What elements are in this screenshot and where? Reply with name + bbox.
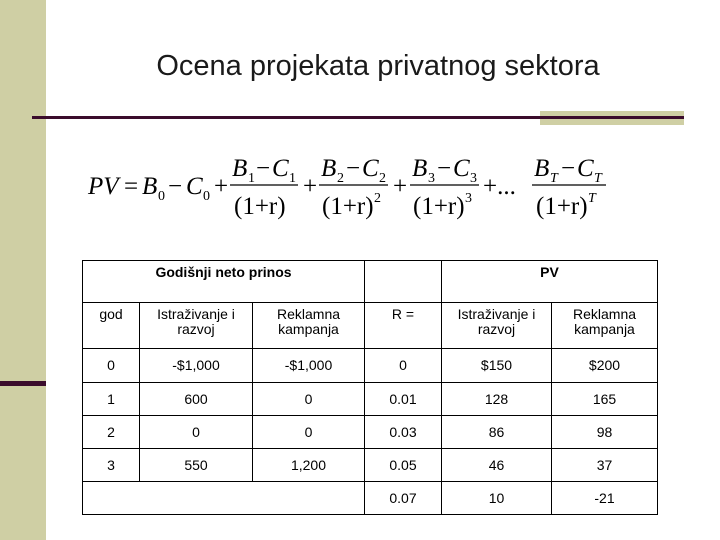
- svg-text:C: C: [362, 155, 379, 182]
- formula-c0-sub: 0: [203, 189, 210, 204]
- group-header-annual-net-return: Godišnji neto prinos: [83, 261, 365, 303]
- svg-text:−: −: [561, 155, 576, 182]
- svg-text:B: B: [534, 155, 550, 182]
- title-rule: [32, 116, 542, 119]
- formula-plus-2: +: [303, 173, 318, 200]
- svg-text:B: B: [412, 155, 428, 182]
- svg-text:C: C: [577, 155, 594, 182]
- formula-term-2: [319, 155, 388, 220]
- table-cell: $200: [552, 349, 658, 383]
- svg-text:C: C: [272, 155, 289, 182]
- pv-formula: [84, 148, 624, 233]
- table-cell: 0.03: [365, 416, 442, 449]
- column-header: Istraživanje i razvoj: [442, 303, 552, 349]
- table-cell-empty: [83, 482, 365, 515]
- svg-text:B: B: [232, 155, 248, 182]
- table-cell: 2: [83, 416, 140, 449]
- table-cell: 600: [140, 383, 253, 416]
- table-cell: 0: [365, 349, 442, 383]
- svg-text:(1+r): (1+r): [536, 193, 588, 220]
- svg-text:(1+r): (1+r): [413, 193, 465, 220]
- side-accent-tick: [0, 381, 46, 386]
- table-cell: 46: [442, 449, 552, 482]
- table-cell: 98: [552, 416, 658, 449]
- formula-minus: −: [168, 173, 183, 200]
- formula-term-3: [410, 155, 479, 220]
- group-header-pv: PV: [442, 261, 658, 303]
- svg-text:C: C: [453, 155, 470, 182]
- pv-table: [82, 260, 658, 515]
- svg-text:T: T: [550, 171, 558, 186]
- table-row: [83, 383, 658, 416]
- formula-plus-3: +: [393, 173, 408, 200]
- svg-text:T: T: [588, 191, 596, 206]
- svg-text:1: 1: [248, 171, 255, 186]
- formula-b0: B: [142, 173, 158, 200]
- formula-c0: C: [186, 173, 203, 200]
- formula-lhs: PV: [88, 173, 119, 200]
- column-header: Reklamna kampanja: [253, 303, 365, 349]
- column-header: god: [83, 303, 140, 349]
- formula-ellipsis: +...: [483, 173, 516, 200]
- table-cell: 3: [83, 449, 140, 482]
- table-cell: 1,200: [253, 449, 365, 482]
- formula-term-t: [532, 155, 606, 220]
- svg-text:(1+r): (1+r): [322, 193, 374, 220]
- svg-text:T: T: [594, 171, 602, 186]
- table-cell: -21: [552, 482, 658, 515]
- table-cell: -$1,000: [253, 349, 365, 383]
- formula-b0-sub: 0: [158, 189, 165, 204]
- title-rule-right: [540, 116, 684, 119]
- table-cell: 0: [83, 349, 140, 383]
- table-cell: 0.01: [365, 383, 442, 416]
- svg-text:1: 1: [289, 171, 296, 186]
- column-header: Reklamna kampanja: [552, 303, 658, 349]
- table-cell: 10: [442, 482, 552, 515]
- formula-term-1: [230, 155, 298, 220]
- table-cell: 1: [83, 383, 140, 416]
- table-cell: 128: [442, 383, 552, 416]
- table-cell: $150: [442, 349, 552, 383]
- svg-text:2: 2: [374, 191, 381, 206]
- svg-text:3: 3: [428, 171, 435, 186]
- table-row: [83, 349, 658, 383]
- table-cell: 37: [552, 449, 658, 482]
- slide-title: Ocena projekata privatnog sektora: [156, 50, 600, 82]
- table-cell: 0.07: [365, 482, 442, 515]
- column-header: R =: [365, 303, 442, 349]
- table-cell: -$1,000: [140, 349, 253, 383]
- table-row: [83, 449, 658, 482]
- table-cell: 0: [253, 383, 365, 416]
- table-row: [83, 482, 658, 515]
- table-cell: 86: [442, 416, 552, 449]
- svg-text:−: −: [437, 155, 452, 182]
- table-group-header-row: [83, 261, 658, 303]
- formula-plus-1: +: [214, 173, 229, 200]
- svg-text:−: −: [346, 155, 361, 182]
- table-cell: 165: [552, 383, 658, 416]
- column-header: Istraživanje i razvoj: [140, 303, 253, 349]
- table-cell: 0.05: [365, 449, 442, 482]
- svg-text:(1+r): (1+r): [234, 193, 286, 220]
- table-cell: 0: [253, 416, 365, 449]
- formula-equals: =: [124, 173, 139, 200]
- svg-text:3: 3: [465, 191, 472, 206]
- table-header-row: [83, 303, 658, 349]
- table-row: [83, 416, 658, 449]
- svg-text:3: 3: [470, 171, 477, 186]
- table-cell: 550: [140, 449, 253, 482]
- svg-text:−: −: [256, 155, 271, 182]
- svg-text:B: B: [321, 155, 337, 182]
- table-cell: 0: [140, 416, 253, 449]
- svg-text:2: 2: [337, 171, 344, 186]
- svg-text:2: 2: [379, 171, 386, 186]
